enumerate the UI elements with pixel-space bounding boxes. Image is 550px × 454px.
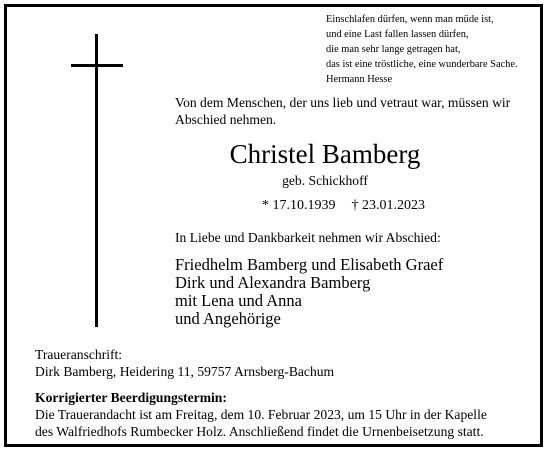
funeral-notice bbox=[35, 389, 535, 440]
deceased-name: Christel Bamberg bbox=[229, 139, 421, 169]
poem-line: Einschlafen dürfen, wenn man müde ist, bbox=[326, 14, 494, 25]
poem-quote bbox=[326, 12, 541, 87]
farewell-text: In Liebe und Dankbarkeit nehmen wir Abschied: bbox=[175, 230, 441, 245]
funeral-line: Die Trauerandacht ist am Freitag, dem 10. Februar 2023, um 15 Uhr in der Kapelle bbox=[35, 407, 487, 422]
address-value: Dirk Bamberg, Heidering 11, 59757 Arnsberg-Bachum bbox=[35, 364, 335, 379]
intro-line: Von dem Menschen, der uns lieb und vetraut war, müssen wir bbox=[175, 95, 511, 110]
birth-date: * 17.10.1939 bbox=[262, 198, 336, 213]
poem-line: und eine Last fallen lassen dürfen, bbox=[326, 29, 469, 40]
mourning-address bbox=[35, 346, 334, 380]
mourner-line: Dirk und Alexandra Bamberg bbox=[175, 273, 371, 292]
poem-line: das ist eine tröstliche, eine wunderbare Sache. bbox=[326, 59, 518, 70]
intro-line: Abschied nehmen. bbox=[175, 112, 277, 127]
death-date: † 23.01.2023 bbox=[351, 198, 425, 213]
funeral-line: des Walfriedhofs Rumbecker Holz. Anschließend findet die Urnenbeisetzung statt. bbox=[35, 424, 484, 439]
cross-icon-bar bbox=[71, 64, 123, 67]
funeral-heading: Korrigierter Beerdigungstermin: bbox=[35, 390, 227, 405]
mourner-line: mit Lena und Anna bbox=[175, 291, 302, 310]
life-dates bbox=[262, 197, 425, 215]
poem-line: die man sehr lange getragen hat, bbox=[326, 44, 461, 55]
maiden-name: geb. Schickhoff bbox=[282, 173, 368, 188]
poem-author: Hermann Hesse bbox=[326, 74, 393, 85]
mourner-line: Friedhelm Bamberg und Elisabeth Graef bbox=[175, 255, 444, 274]
address-label: Traueranschrift: bbox=[35, 347, 123, 362]
mourners-list bbox=[175, 256, 443, 328]
mourner-line: und Angehörige bbox=[175, 309, 281, 328]
intro-text bbox=[175, 94, 535, 128]
